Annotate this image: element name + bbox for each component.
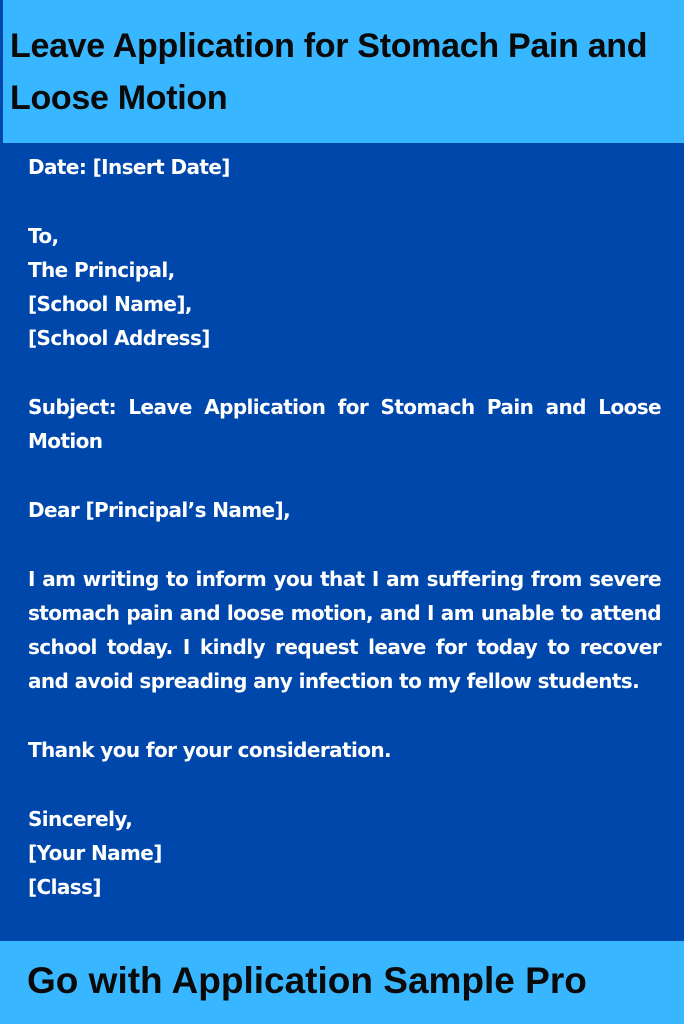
letter-closing: Sincerely, — [28, 806, 133, 831]
letter-subject: Subject: Leave Application for Stomach Pain and Loose Motion — [28, 395, 661, 454]
letter-paragraph: I am writing to inform you that I am suffering from severe stomach pain and loose motion, and I am unable to attend school today. I kindly request leave for today to recover and avoid spreading any infection to my fellow students. — [28, 566, 661, 694]
letter-thanks: Thank you for your consideration. — [28, 738, 391, 763]
letter-school-address: [School Address] — [28, 326, 210, 351]
spacer — [28, 767, 661, 801]
letter-date: Date: [Insert Date] — [28, 155, 230, 179]
letter-to: To, — [28, 223, 59, 248]
letter-body — [28, 150, 661, 905]
letter-your-name: [Your Name] — [28, 840, 162, 865]
footer-text: Go with Application Sample Pro — [27, 960, 587, 1001]
spacer — [28, 184, 661, 218]
page-title: Leave Application for Stomach Pain and Loose Motion — [10, 27, 648, 117]
footer-banner — [0, 941, 684, 1024]
letter-salutation: Dear [Principal’s Name], — [28, 497, 291, 522]
spacer — [28, 459, 661, 493]
header-banner — [0, 0, 684, 143]
letter-class: [Class] — [28, 875, 101, 900]
spacer — [28, 527, 661, 561]
letter-recipient: The Principal, — [28, 257, 175, 282]
letter-school-name: [School Name], — [28, 292, 192, 317]
spacer — [28, 356, 661, 390]
spacer — [28, 699, 661, 733]
